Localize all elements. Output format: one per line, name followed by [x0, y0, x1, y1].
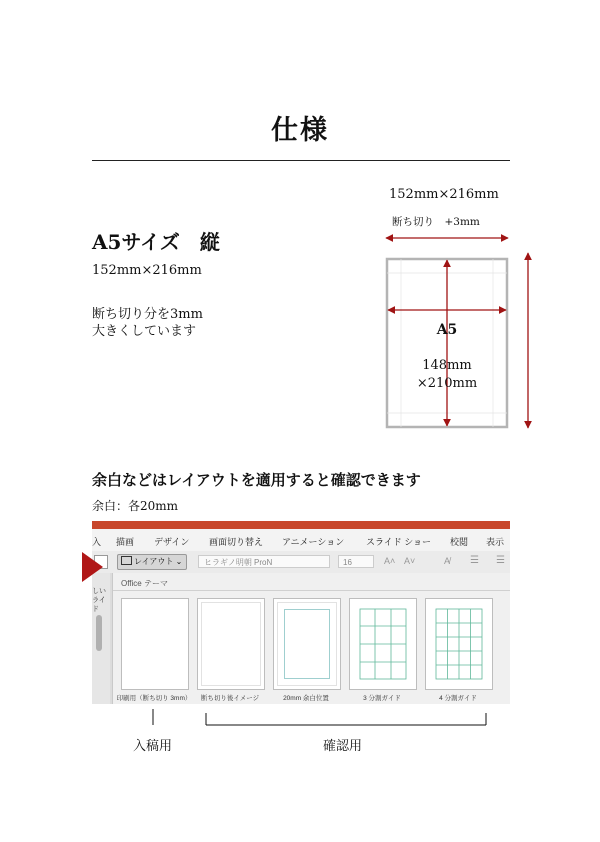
annotation-brackets	[92, 705, 510, 733]
layout-button[interactable]: レイアウト ⌄	[117, 554, 187, 570]
layout-thumb-4split[interactable]	[425, 598, 493, 690]
submission-label: 入稿用	[133, 739, 173, 754]
layout-label-margin: 20mm 余白位置	[283, 695, 329, 702]
bleed-note-line2: 大きくしています	[92, 324, 197, 339]
decrease-font-icon[interactable]: A˅	[404, 556, 416, 566]
layout-thumb-print[interactable]	[121, 598, 189, 690]
new-slide-label-2: ライド	[92, 597, 106, 613]
tab-slideshow[interactable]: スライド ショー	[366, 537, 432, 547]
ribbon-tabs	[92, 529, 510, 551]
ribbon-toolbar	[92, 551, 510, 573]
layout-thumb-trimmed[interactable]	[197, 598, 265, 690]
pointer-triangle-icon	[82, 552, 104, 582]
three-split-grid	[350, 599, 416, 689]
margin-note: 余白：各20mm	[92, 499, 179, 513]
tab-animations[interactable]: アニメーション	[282, 537, 345, 547]
left-sidebar	[92, 573, 110, 704]
title-divider	[92, 160, 510, 161]
bleed-note-line1: 断ち切り分を3mm	[92, 307, 203, 322]
layout-label-print: 印刷用（断ち切り 3mm）	[116, 695, 192, 702]
increase-font-icon[interactable]: A˄	[384, 556, 396, 566]
tab-insert[interactable]: 入	[92, 537, 102, 547]
font-size-select[interactable]: 16	[338, 555, 374, 568]
layout-gallery	[112, 573, 510, 704]
tab-review[interactable]: 校閲	[450, 537, 469, 547]
confirmation-label: 確認用	[323, 739, 363, 754]
font-name-select[interactable]: ヒラギノ明朝 ProN	[198, 555, 330, 568]
tab-design[interactable]: デザイン	[154, 537, 190, 547]
layout-label-trimmed: 断ち切り後イメージ	[200, 695, 260, 702]
page-title: 仕様	[271, 115, 329, 146]
tab-draw[interactable]: 描画	[116, 537, 135, 547]
scrollbar-thumb[interactable]	[96, 615, 102, 651]
app-title-bar	[92, 521, 510, 529]
size-heading: A5サイズ 縦	[92, 230, 220, 254]
layout-label-3split: 3 分割ガイド	[363, 695, 401, 702]
numbering-icon[interactable]: ☰	[496, 555, 505, 566]
outer-dimensions-label: 152mm×216mm	[389, 187, 499, 202]
page-label-a5: A5	[436, 322, 458, 338]
layout-thumb-3split[interactable]	[349, 598, 417, 690]
layout-icon	[121, 556, 132, 565]
inner-height-label: ×210mm	[416, 376, 478, 391]
bullets-icon[interactable]: ☰	[470, 555, 479, 566]
layout-section-heading: 余白などはレイアウトを適用すると確認できます	[92, 471, 421, 489]
size-dimensions: 152mm×216mm	[92, 263, 202, 278]
four-split-grid	[426, 599, 492, 689]
tab-transitions[interactable]: 画面切り替え	[209, 537, 264, 547]
clear-format-icon[interactable]: A̸	[444, 556, 451, 566]
gallery-title: Office テーマ	[121, 579, 168, 588]
layout-thumb-margin[interactable]	[273, 598, 341, 690]
new-slide-label-1: しい	[92, 588, 106, 595]
layout-label-4split: 4 分割ガイド	[439, 695, 477, 702]
bleed-label: 断ち切り +3mm	[392, 216, 480, 228]
layout-screenshot	[92, 521, 510, 704]
tab-view[interactable]: 表示	[486, 537, 505, 547]
inner-width-label: 148mm	[422, 358, 472, 373]
